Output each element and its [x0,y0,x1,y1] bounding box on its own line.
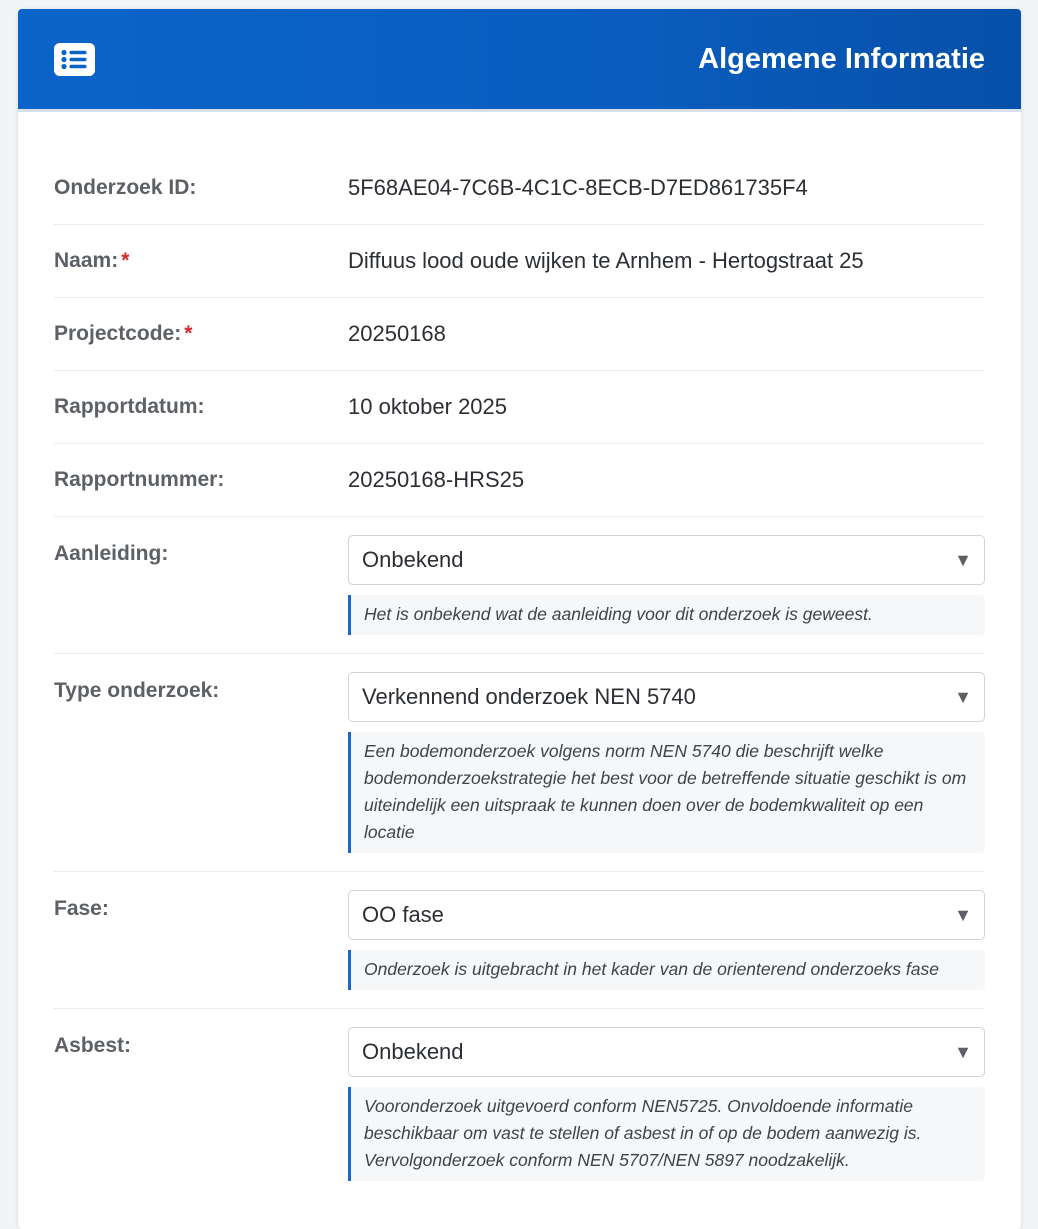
form-body [18,152,1021,1199]
rapportnummer-value: 20250168-HRS25 [348,467,525,492]
row-onderzoek-id [54,152,985,225]
caret-down-icon: ▼ [954,1041,972,1062]
general-info-card [18,9,1021,1229]
row-projectcode [54,298,985,371]
asbest-selected-value: Onbekend [362,1039,464,1064]
row-fase [54,872,985,1009]
type-onderzoek-label: Type onderzoek: [54,679,220,702]
aanleiding-select[interactable] [348,535,985,585]
row-asbest [54,1009,985,1199]
required-mark: * [121,249,130,272]
asbest-select[interactable] [348,1027,985,1077]
type-onderzoek-help-text: Een bodemonderzoek volgens norm NEN 5740 die beschrijft welke bodemonderzoekstrategie het best voor de betreffende situatie geschikt is om uiteindelijk een uitspraak te kunnen doen over de bodemkwaliteit op een locatie [348,732,985,853]
rapportnummer-label: Rapportnummer: [54,468,225,491]
type-onderzoek-field [348,672,985,853]
projectcode-value: 20250168 [348,321,446,346]
fase-field [348,890,985,990]
list-icon [54,43,95,76]
asbest-help-text: Vooronderzoek uitgevoerd conform NEN5725. Onvoldoende informatie beschikbaar om vast te stellen of asbest in of op de bodem aanwezig is. Vervolgonderzoek conform NEN 5707/NEN 5897 noodzakelijk. [348,1087,985,1181]
aanleiding-field [348,535,985,635]
caret-down-icon: ▼ [954,686,972,707]
row-rapportdatum [54,371,985,444]
asbest-label: Asbest: [54,1034,132,1057]
naam-value: Diffuus lood oude wijken te Arnhem - Hertogstraat 25 [348,248,864,273]
card-title: Algemene Informatie [698,43,985,75]
card-header [18,9,1021,112]
naam-label: Naam: * [54,249,130,272]
onderzoek-id-value: 5F68AE04-7C6B-4C1C-8ECB-D7ED861735F4 [348,175,808,200]
rapportdatum-value: 10 oktober 2025 [348,394,508,419]
row-rapportnummer [54,444,985,517]
type-onderzoek-select[interactable] [348,672,985,722]
fase-select[interactable] [348,890,985,940]
projectcode-label: Projectcode: * [54,322,193,345]
caret-down-icon: ▼ [954,904,972,925]
type-onderzoek-selected-value: Verkennend onderzoek NEN 5740 [362,684,696,709]
fase-selected-value: OO fase [362,902,444,927]
aanleiding-selected-value: Onbekend [362,547,464,572]
rapportdatum-label: Rapportdatum: [54,395,205,418]
fase-label: Fase: [54,897,109,920]
row-naam [54,225,985,298]
required-mark: * [184,322,193,345]
caret-down-icon: ▼ [954,549,972,570]
row-aanleiding [54,517,985,654]
row-type-onderzoek [54,654,985,872]
aanleiding-label: Aanleiding: [54,542,169,565]
asbest-field [348,1027,985,1181]
fase-help-text: Onderzoek is uitgebracht in het kader van de orienterend onderzoeks fase [348,950,985,990]
aanleiding-help-text: Het is onbekend wat de aanleiding voor dit onderzoek is geweest. [348,595,985,635]
onderzoek-id-label: Onderzoek ID: [54,176,197,199]
